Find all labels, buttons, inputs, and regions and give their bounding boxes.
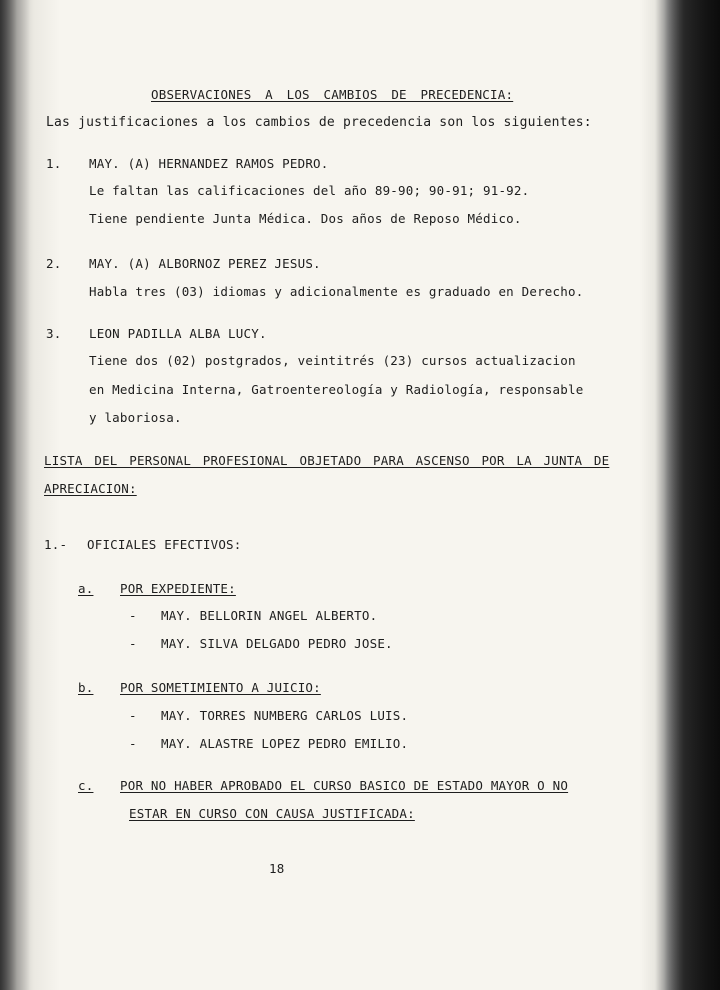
item-name: LEON PADILLA ALBA LUCY. [89,326,267,341]
item-line: Tiene dos (02) postgrados, veintitrés (23) cursos actualizacion [89,353,576,368]
book-spine-shadow [0,0,34,990]
entry-name: MAY. TORRES NUMBERG CARLOS LUIS. [161,708,409,723]
page-edge-shadow [664,0,720,990]
item-line: Habla tres (03) idiomas y adicionalmente es graduado en Derecho. [89,284,584,299]
item-line: Tiene pendiente Junta Médica. Dos años de Reposo Médico. [89,211,522,226]
item-line: Le faltan las calificaciones del año 89-90; 90-91; 91-92. [89,183,530,198]
entry-dash: - [129,736,137,751]
entry-name: MAY. SILVA DELGADO PEDRO JOSE. [161,636,393,651]
intro-text: Las justificaciones a los cambios de precedencia son los siguientes: [46,115,592,130]
entry-dash: - [129,608,137,623]
entry-name: MAY. ALASTRE LOPEZ PEDRO EMILIO. [161,736,409,751]
entry-dash: - [129,636,137,651]
subsection-letter: a. [78,581,94,596]
document-heading: OBSERVACIONES A LOS CAMBIOS DE PRECEDENCIA: [151,87,514,102]
page-number: 18 [269,861,285,876]
subsection-title-line2: ESTAR EN CURSO CON CAUSA JUSTIFICADA: [129,806,415,821]
section-number: 1.- [44,537,68,552]
item-number: 1. [46,156,62,171]
list-title-line2: APRECIACION: [44,481,137,496]
section-title: OFICIALES EFECTIVOS: [87,537,242,552]
subsection-title: POR SOMETIMIENTO A JUICIO: [120,680,321,695]
subsection-title: POR EXPEDIENTE: [120,581,236,596]
subsection-letter: c. [78,778,94,793]
subsection-letter: b. [78,680,94,695]
entry-name: MAY. BELLORIN ANGEL ALBERTO. [161,608,378,623]
subsection-title-line1: POR NO HABER APROBADO EL CURSO BASICO DE ESTADO MAYOR O NO [120,778,569,793]
entry-dash: - [129,708,137,723]
item-line: y laboriosa. [89,410,182,425]
item-number: 3. [46,326,62,341]
item-name: MAY. (A) ALBORNOZ PEREZ JESUS. [89,256,321,271]
item-line: en Medicina Interna, Gatroentereología y Radiología, responsable [89,382,584,397]
item-name: MAY. (A) HERNANDEZ RAMOS PEDRO. [89,156,329,171]
list-title-line1: LISTA DEL PERSONAL PROFESIONAL OBJETADO PARA ASCENSO POR LA JUNTA DE [44,453,610,468]
item-number: 2. [46,256,62,271]
